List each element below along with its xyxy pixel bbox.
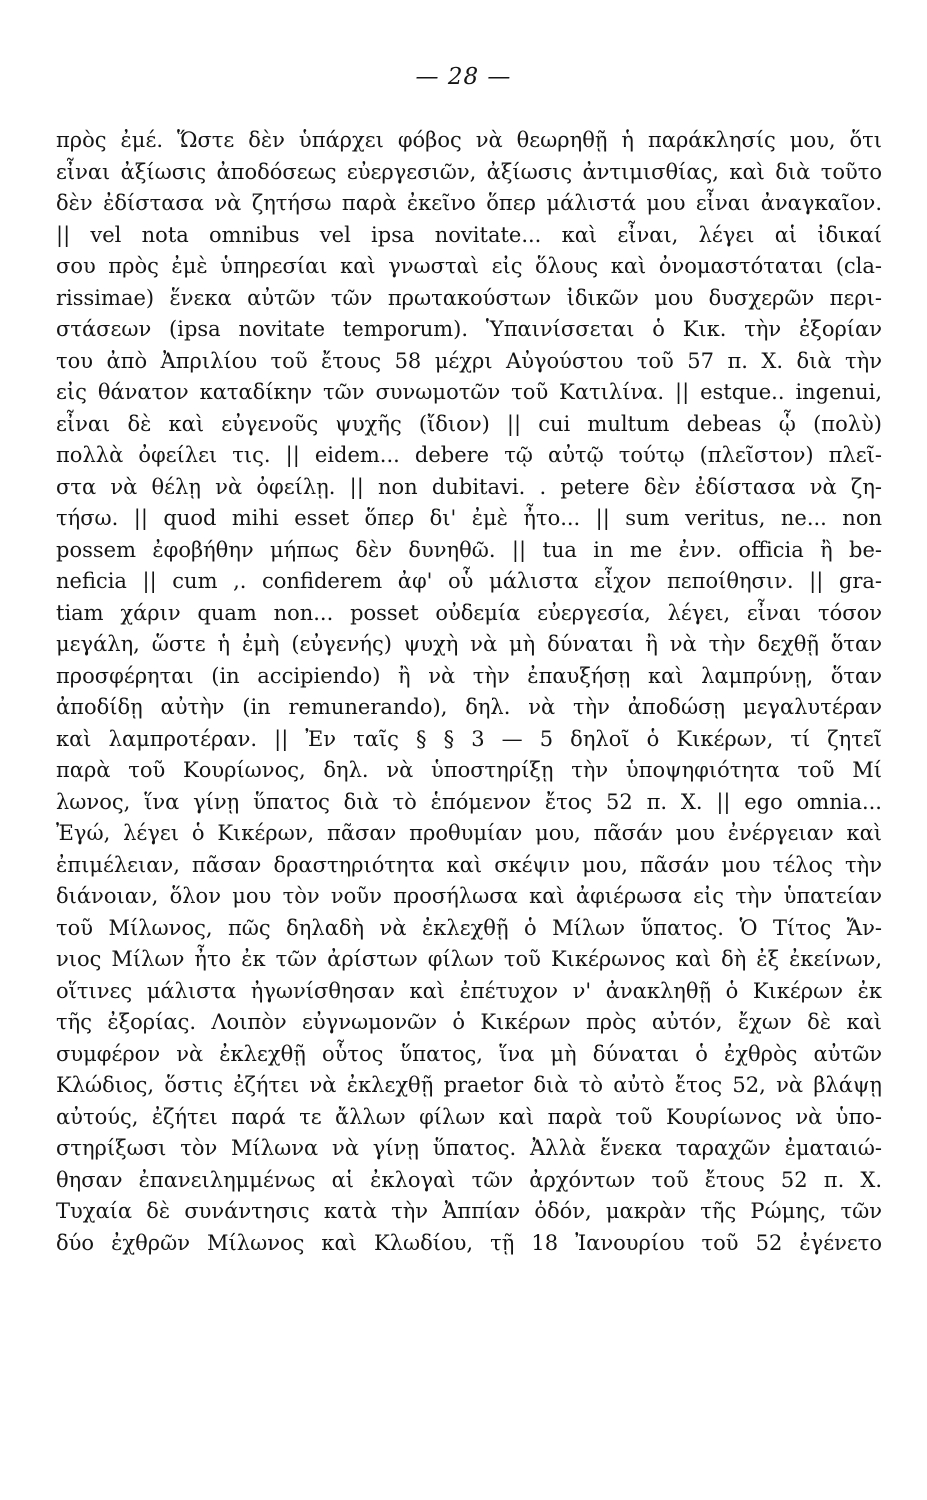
text-line: του ἀπὸ Ἀπριλίου τοῦ ἔτους 58 μέχρι Αὐγούστου τοῦ 57 π. Χ. διὰ τὴν	[56, 348, 882, 373]
text-line: πρὸς ἐμέ. Ὥστε δὲν ὑπάρχει φόβος νὰ θεωρηθῇ ἡ παράκλησίς μου, ὅτι	[56, 128, 882, 152]
text-line: νιος Μίλων ἦτο ἐκ τῶν ἀρίστων φίλων τοῦ Κικέρωνος καὶ δὴ ἐξ ἐκείνων,	[56, 947, 882, 971]
text-line: δύο ἐχθρῶν Μίλωνος καὶ Κλωδίου, τῇ 18 Ἰανουρίου τοῦ 52 ἐγένετο	[56, 1230, 882, 1255]
text-line: tiam χάριν quam non... posset οὐδεμία εὐεργεσία, λέγει, εἶναι τόσον	[56, 600, 882, 625]
text-line: λωνος, ἵνα γίνῃ ὕπατος διὰ τὸ ἑπόμενον ἔτος 52 π. Χ. || ego omnia...	[56, 789, 882, 814]
text-line: πολλὰ ὀφείλει τις. || eidem... debere τῷ αὐτῷ τούτῳ (πλεῖστον) πλεῖ-	[56, 443, 882, 467]
text-line: μεγάλη, ὥστε ἡ ἐμὴ (εὐγενής) ψυχὴ νὰ μὴ δύναται ἢ νὰ τὴν δεχθῇ ὅταν	[56, 632, 882, 656]
text-line: καὶ λαμπροτέραν. || Ἐν ταῖς § § 3 — 5 δηλοῖ ὁ Κικέρων, τί ζητεῖ	[56, 726, 882, 751]
text-line: εἶναι ἀξίωσις ἀποδόσεως εὐεργεσιῶν, ἀξίωσις ἀντιμισθίας, καὶ διὰ τοῦτο	[56, 159, 882, 184]
text-line: Κλώδιος, ὅστις ἐζήτει νὰ ἐκλεχθῇ praetor διὰ τὸ αὐτὸ ἔτος 52, νὰ βλάψῃ	[56, 1073, 882, 1097]
text-line: δὲν ἐδίστασα νὰ ζητήσω παρὰ ἐκεῖνο ὅπερ μάλιστά μου εἶναι ἀναγκαῖον.	[56, 191, 882, 215]
text-line: στάσεων (ipsa novitate temporum). Ὑπαινίσσεται ὁ Κικ. τὴν ἐξορίαν	[56, 317, 882, 341]
text-line: || vel nota omnibus vel ipsa novitate... καὶ εἶναι, λέγει αἱ ἰδικαί	[56, 222, 882, 247]
text-line: neficia || cum ,. confiderem ἀφ' οὗ μάλιστα εἶχον πεποίθησιν. || gra-	[56, 569, 882, 593]
text-line: θησαν ἐπανειλημμένως αἱ ἐκλογαὶ τῶν ἀρχόντων τοῦ ἔτους 52 π. Χ.	[56, 1167, 882, 1192]
text-line: Ἐγώ, λέγει ὁ Κικέρων, πᾶσαν προθυμίαν μου, πᾶσάν μου ἐνέργειαν καὶ	[56, 821, 882, 845]
text-line: τήσω. || quod mihi esset ὅπερ δι' ἐμὲ ἦτο... || sum veritus, ne... non	[56, 506, 882, 530]
text-line: τῆς ἐξορίας. Λοιπὸν εὐγνωμονῶν ὁ Κικέρων πρὸς αὐτόν, ἔχων δὲ καὶ	[56, 1010, 882, 1034]
text-line: συμφέρον νὰ ἐκλεχθῇ οὗτος ὕπατος, ἵνα μὴ δύναται ὁ ἐχθρὸς αὐτῶν	[56, 1041, 882, 1066]
text-line: ἀποδίδῃ αὐτὴν (in remunerando), δηλ. νὰ τὴν ἀποδώσῃ μεγαλυτέραν	[56, 695, 882, 719]
text-line: rissimae) ἕνεκα αὐτῶν τῶν πρωτακούστων ἰδικῶν μου δυσχερῶν περι-	[56, 285, 882, 310]
body-text	[56, 125, 882, 1259]
text-line: possem ἐφοβήθην μήπως δὲν δυνηθῶ. || tua in me ἐνν. officia ἢ be-	[56, 537, 882, 562]
text-line: Τυχαία δὲ συνάντησις κατὰ τὴν Ἀππίαν ὁδόν, μακρὰν τῆς Ρώμης, τῶν	[56, 1199, 882, 1223]
text-line: αὐτούς, ἐζήτει παρά τε ἄλλων φίλων καὶ παρὰ τοῦ Κουρίωνος νὰ ὑπο-	[56, 1104, 882, 1129]
text-line: παρὰ τοῦ Κουρίωνος, δηλ. νὰ ὑποστηρίξῃ τὴν ὑποψηφιότητα τοῦ Μί	[56, 758, 882, 782]
text-line: οἵτινες μάλιστα ἠγωνίσθησαν καὶ ἐπέτυχον ν' ἀνακληθῇ ὁ Κικέρων ἐκ	[56, 978, 882, 1003]
text-line: προσφέρηται (in accipiendo) ἢ νὰ τὴν ἐπαυξήσῃ καὶ λαμπρύνῃ, ὅταν	[56, 663, 882, 688]
text-line: διάνοιαν, ὅλον μου τὸν νοῦν προσήλωσα καὶ ἀφιέρωσα εἰς τὴν ὑπατείαν	[56, 884, 882, 908]
text-line: σου πρὸς ἐμὲ ὑπηρεσίαι καὶ γνωσταὶ εἰς ὅλους καὶ ὀνομαστόταται (cla-	[56, 254, 882, 278]
text-line: εἰς θάνατον καταδίκην τῶν συνωμοτῶν τοῦ Κατιλίνα. || estque.. ingenui,	[56, 380, 882, 404]
text-line: στηρίξωσι τὸν Μίλωνα νὰ γίνῃ ὕπατος. Ἀλλὰ ἕνεκα ταραχῶν ἐματαιώ-	[56, 1136, 882, 1160]
text-line: τοῦ Μίλωνος, πῶς δηλαδὴ νὰ ἐκλεχθῇ ὁ Μίλων ὕπατος. Ὁ Τίτος Ἄν-	[56, 915, 882, 940]
text-line: ἐπιμέλειαν, πᾶσαν δραστηριότητα καὶ σκέψιν μου, πᾶσάν μου τέλος τὴν	[56, 852, 882, 877]
text-line: στα νὰ θέλῃ νὰ ὀφείλῃ. || non dubitavi. . petere δὲν ἐδίστασα νὰ ζη-	[56, 474, 882, 499]
page-number: — 28 —	[415, 64, 512, 90]
text-line: εἶναι δὲ καὶ εὐγενοῦς ψυχῆς (ἴδιον) || cui multum debeas ᾧ (πολὺ)	[56, 411, 882, 436]
